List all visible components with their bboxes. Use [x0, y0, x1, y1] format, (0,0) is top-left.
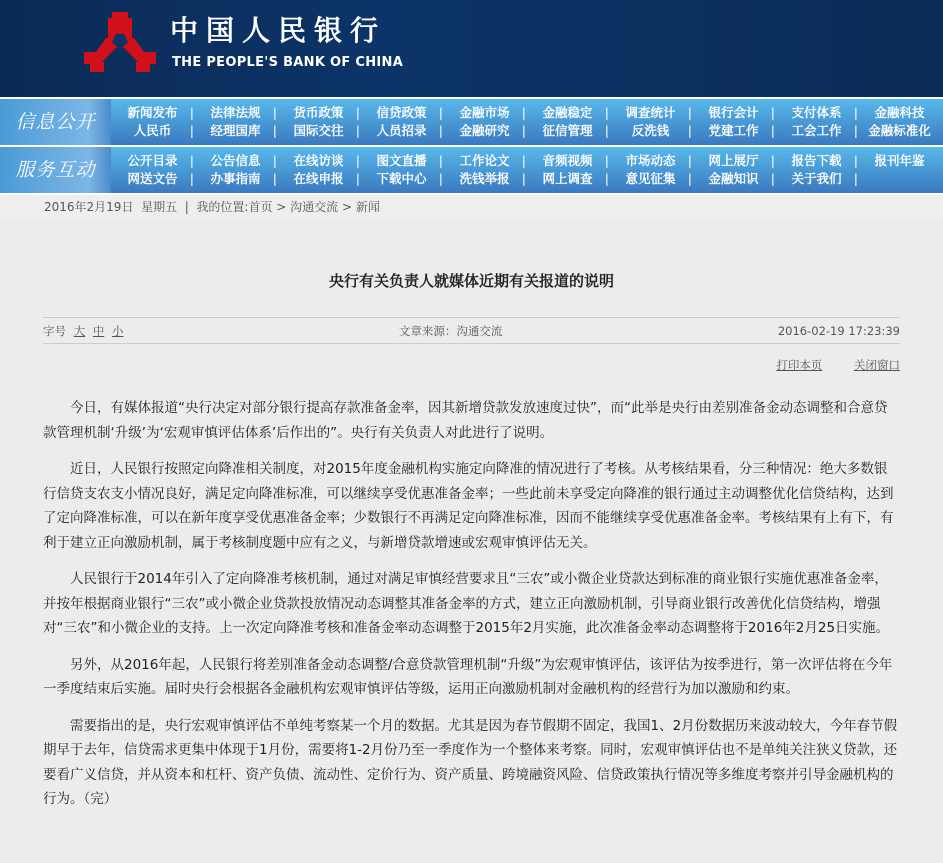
- site-title-cn: 中国人民银行: [170, 14, 387, 47]
- font-medium-link[interactable]: 中: [92, 323, 105, 338]
- article-meta: [43, 317, 900, 344]
- nav-item[interactable]: 音频视频 |: [526, 152, 609, 170]
- nav-item[interactable]: 新闻发布 |: [111, 104, 194, 122]
- nav-item[interactable]: 法律法规 |: [194, 104, 277, 122]
- nav-item[interactable]: 银行会计 |: [692, 104, 775, 122]
- nav-item[interactable]: 办事指南 |: [194, 170, 277, 188]
- paragraph: 需要指出的是，央行宏观审慎评估不单纯考察某一个月的数据。尤其是因为春节假期不固定，我国1、2月份数据历来波动较大，今年春节假期早于去年，信贷需求更集中体现于1月份，需要将1-2月份乃至一季度作为一个整体来考察。同时，宏观审慎评估也不是单纯关注狭义贷款，还要看广义信贷，并从资本和杠杆、资产负债、流动性、定价行为、资产质量、跨境融资风险、信贷政策执行情况等多维度考察并引导金融机构的行为。（完）: [43, 717, 898, 807]
- article-datetime: 2016-02-19 17:23:39: [777, 323, 900, 338]
- nav-item[interactable]: 洗钱举报 |: [443, 170, 526, 188]
- nav-info-disclosure: [0, 97, 943, 145]
- nav-item[interactable]: 网送文告 |: [111, 170, 194, 188]
- nav-item[interactable]: 人员招录 |: [360, 122, 443, 140]
- article-source: 文章来源：沟通交流: [398, 323, 503, 338]
- print-page-link[interactable]: 打印本页: [776, 358, 823, 372]
- font-small-link[interactable]: 小: [111, 323, 124, 338]
- nav-item[interactable]: 网上调查 |: [526, 170, 609, 188]
- nav-grid: [111, 147, 943, 193]
- nav-item[interactable]: 市场动态 |: [609, 152, 692, 170]
- nav-item[interactable]: 党建工作 |: [692, 122, 775, 140]
- breadcrumb-home[interactable]: 首页: [248, 200, 273, 214]
- nav-item[interactable]: 金融知识 |: [692, 170, 775, 188]
- nav-item[interactable]: 经理国库 |: [194, 122, 277, 140]
- nav-grid: [111, 99, 943, 145]
- nav-item[interactable]: 报告下载 |: [775, 152, 858, 170]
- paragraph: 近日，人民银行按照定向降准相关制度，对2015年度金融机构实施定向降准的情况进行了考核。从考核结果看，分三种情况：绝大多数银行信贷支农支小情况良好，满足定向降准标准，可以继续享受优惠准备金率；一些此前未享受定向降准的银行通过主动调整优化信贷结构，达到了定向降准标准，可以在新年度享受优惠准备金率；少数银行不再满足定向降准标准，因而不能继续享受优惠准备金率。考核结果有上有下，有利于建立正向激励机制，属于考核制度题中应有之义，与新增贷款增速或宏观审慎评估无关。: [43, 461, 894, 551]
- nav-item[interactable]: 工会工作 |: [775, 122, 858, 140]
- nav-section-label: 服务互动: [0, 147, 111, 193]
- nav-item[interactable]: 国际交往 |: [277, 122, 360, 140]
- nav-item: [858, 170, 941, 188]
- nav-item[interactable]: 征信管理 |: [526, 122, 609, 140]
- nav-item[interactable]: 网上展厅 |: [692, 152, 775, 170]
- site-title-en: THE PEOPLE'S BANK OF CHINA: [172, 55, 404, 70]
- article-body: [43, 396, 900, 812]
- font-large-link[interactable]: 大: [73, 323, 86, 338]
- nav-service-interaction: [0, 145, 943, 193]
- site-header: [0, 0, 943, 97]
- paragraph: 另外，从2016年起，人民银行将差别准备金动态调整/合意贷款管理机制“升级”为宏观审慎评估，该评估为按季进行，第一次评估将在今年一季度结束后实施。届时央行会根据各金融机构宏观审慎评估等级，运用正向激励机制对金融机构的经营行为加以激励和约束。: [43, 656, 893, 697]
- breadcrumb-prefix: 我的位置:: [196, 200, 249, 214]
- nav-item[interactable]: 公开目录 |: [111, 152, 194, 170]
- nav-item[interactable]: 人民币 |: [111, 122, 194, 140]
- breadcrumb-news[interactable]: 新闻: [355, 200, 380, 214]
- nav-item[interactable]: 在线申报 |: [277, 170, 360, 188]
- nav-item[interactable]: 金融研究 |: [443, 122, 526, 140]
- close-window-link[interactable]: 关闭窗口: [854, 358, 900, 372]
- paragraph: 人民银行于2014年引入了定向降准考核机制，通过对满足审慎经营要求且“三农”或小微企业贷款达到标准的商业银行实施优惠准备金率，并按年根据商业银行“三农”或小微企业贷款投放情况动态调整其准备金率的方式，建立正向激励机制，引导商业银行改善优化信贷结构，增强对“三农”和小微企业的支持。上一次定向降准考核和准备金率动态调整于2015年2月实施，此次准备金率动态调整将于2016年2月25日实施。: [43, 571, 890, 636]
- date: 2016年2月19日: [44, 200, 134, 214]
- nav-item[interactable]: 意见征集 |: [609, 170, 692, 188]
- breadcrumb: 2016年2月19日 星期五 | 我的位置:首页 > 沟通交流 > 新闻: [0, 193, 943, 219]
- nav-item[interactable]: 公告信息 |: [194, 152, 277, 170]
- nav-item[interactable]: 工作论文 |: [443, 152, 526, 170]
- breadcrumb-communication[interactable]: 沟通交流: [290, 200, 339, 214]
- nav-item[interactable]: 图文直播 |: [360, 152, 443, 170]
- nav-item[interactable]: 调查统计 |: [609, 104, 692, 122]
- nav-item[interactable]: 在线访谈 |: [277, 152, 360, 170]
- weekday: 星期五: [141, 200, 178, 214]
- nav-section-label: 信息公开: [0, 99, 111, 145]
- paragraph: 今日，有媒体报道“央行决定对部分银行提高存款准备金率，因其新增贷款发放速度过快”，而“此举是央行由差别准备金动态调整和合意贷款管理机制‘升级’为‘宏观审慎评估体系’后作出的”。央行有关负责人对此进行了说明。: [43, 400, 888, 441]
- nav-item[interactable]: 反洗钱 |: [609, 122, 692, 140]
- nav-item[interactable]: 金融标准化: [868, 123, 931, 138]
- nav-item[interactable]: 报刊年鉴: [874, 153, 925, 168]
- pboc-logo-icon: [84, 12, 156, 74]
- article: [0, 269, 943, 812]
- nav-item[interactable]: 下载中心 |: [360, 170, 443, 188]
- nav-item[interactable]: 关于我们 |: [775, 170, 858, 188]
- font-size-label: 字号: [43, 323, 66, 338]
- nav-item[interactable]: 信贷政策 |: [360, 104, 443, 122]
- nav-item[interactable]: 金融稳定 |: [526, 104, 609, 122]
- nav-item[interactable]: 货币政策 |: [277, 104, 360, 122]
- nav-item[interactable]: 金融市场 |: [443, 104, 526, 122]
- article-actions: [43, 356, 900, 376]
- nav-item[interactable]: 支付体系 |: [775, 104, 858, 122]
- font-size-control: [43, 322, 123, 340]
- article-title: 央行有关负责人就媒体近期有关报道的说明: [328, 272, 614, 290]
- nav-item[interactable]: 金融科技: [874, 105, 925, 120]
